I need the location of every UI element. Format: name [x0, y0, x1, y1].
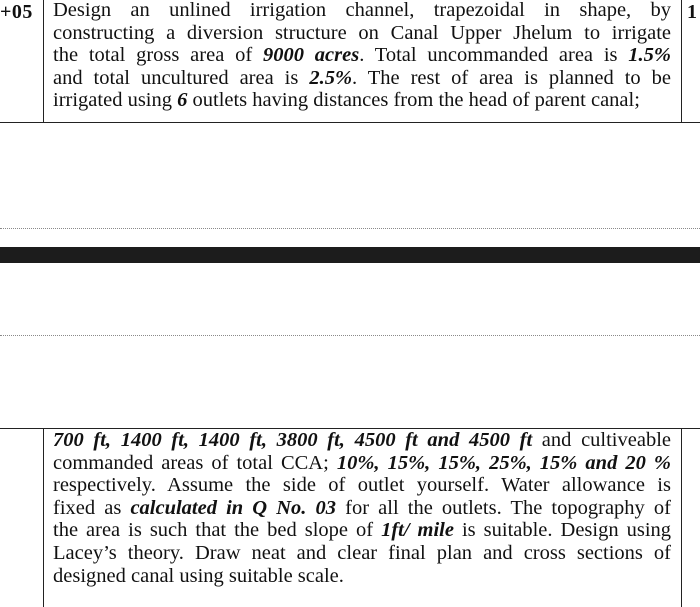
text-run: for all the outlets. The topography of — [336, 496, 671, 519]
text-line — [53, 542, 671, 565]
question-number: +05 — [0, 1, 33, 23]
page-break-bar — [0, 247, 700, 263]
left-column-border-bottom — [43, 428, 44, 607]
emphasized-text: 6 — [177, 89, 188, 112]
emphasized-text: 1ft/ mile — [381, 519, 454, 542]
text-run: and total uncultured area is — [53, 66, 310, 89]
text-line — [53, 44, 671, 67]
text-line — [53, 22, 671, 45]
question-marks: 1 — [687, 1, 697, 23]
text-run: designed canal using suitable scale. — [53, 564, 344, 587]
text-run: . The rest of area is planned to be — [352, 66, 671, 89]
right-column-border-top — [681, 0, 682, 122]
right-column-border-bottom — [681, 428, 682, 607]
text-run: is suitable. Design using — [453, 519, 672, 542]
text-run: the total gross area of — [53, 44, 263, 67]
text-run: . Total uncommanded area is — [359, 44, 629, 67]
text-run: outlets having distances from the head of parent canal; — [187, 89, 640, 112]
text-run: fixed as — [53, 496, 131, 519]
emphasized-text: 700 ft, 1400 ft, 1400 ft, 3800 ft, 4500 ft and 4500 ft — [53, 429, 533, 451]
text-line — [53, 474, 671, 497]
emphasized-text: 1.5% — [628, 44, 671, 67]
text-line — [53, 67, 671, 90]
text-line — [53, 429, 671, 452]
text-run: Lacey’s theory. Draw neat and clear final plan and cross sections of — [53, 541, 671, 564]
emphasized-text: calculated in Q No. 03 — [130, 496, 337, 519]
text-run: respectively. Assume the side of outlet yourself. Water allowance is — [53, 474, 671, 497]
dotted-rule-1 — [0, 228, 700, 229]
text-run: constructing a diversion structure on Canal Upper Jhelum to irrigate — [53, 21, 671, 44]
left-column-border-top — [43, 0, 44, 122]
question-text-part-2 — [53, 429, 671, 587]
text-run: Design an unlined irrigation channel, trapezoidal in shape, by — [53, 0, 671, 21]
emphasized-text: 10%, 15%, 15%, 25%, 15% and 20 % — [336, 451, 671, 474]
text-line — [53, 0, 671, 22]
text-run: the area is such that the bed slope of — [53, 519, 382, 542]
row-divider-top — [0, 122, 700, 123]
text-line — [53, 89, 671, 112]
dotted-rule-2 — [0, 335, 700, 336]
text-line — [53, 565, 671, 588]
question-text-part-1 — [53, 0, 671, 112]
emphasized-text: 9000 acres — [262, 44, 360, 67]
text-run: commanded areas of total CCA; — [53, 451, 337, 474]
text-line — [53, 497, 671, 520]
emphasized-text: 2.5% — [309, 66, 353, 89]
text-run: and cultiveable — [532, 429, 671, 451]
text-line — [53, 519, 671, 542]
text-run: irrigated using — [53, 89, 178, 112]
text-line — [53, 452, 671, 475]
